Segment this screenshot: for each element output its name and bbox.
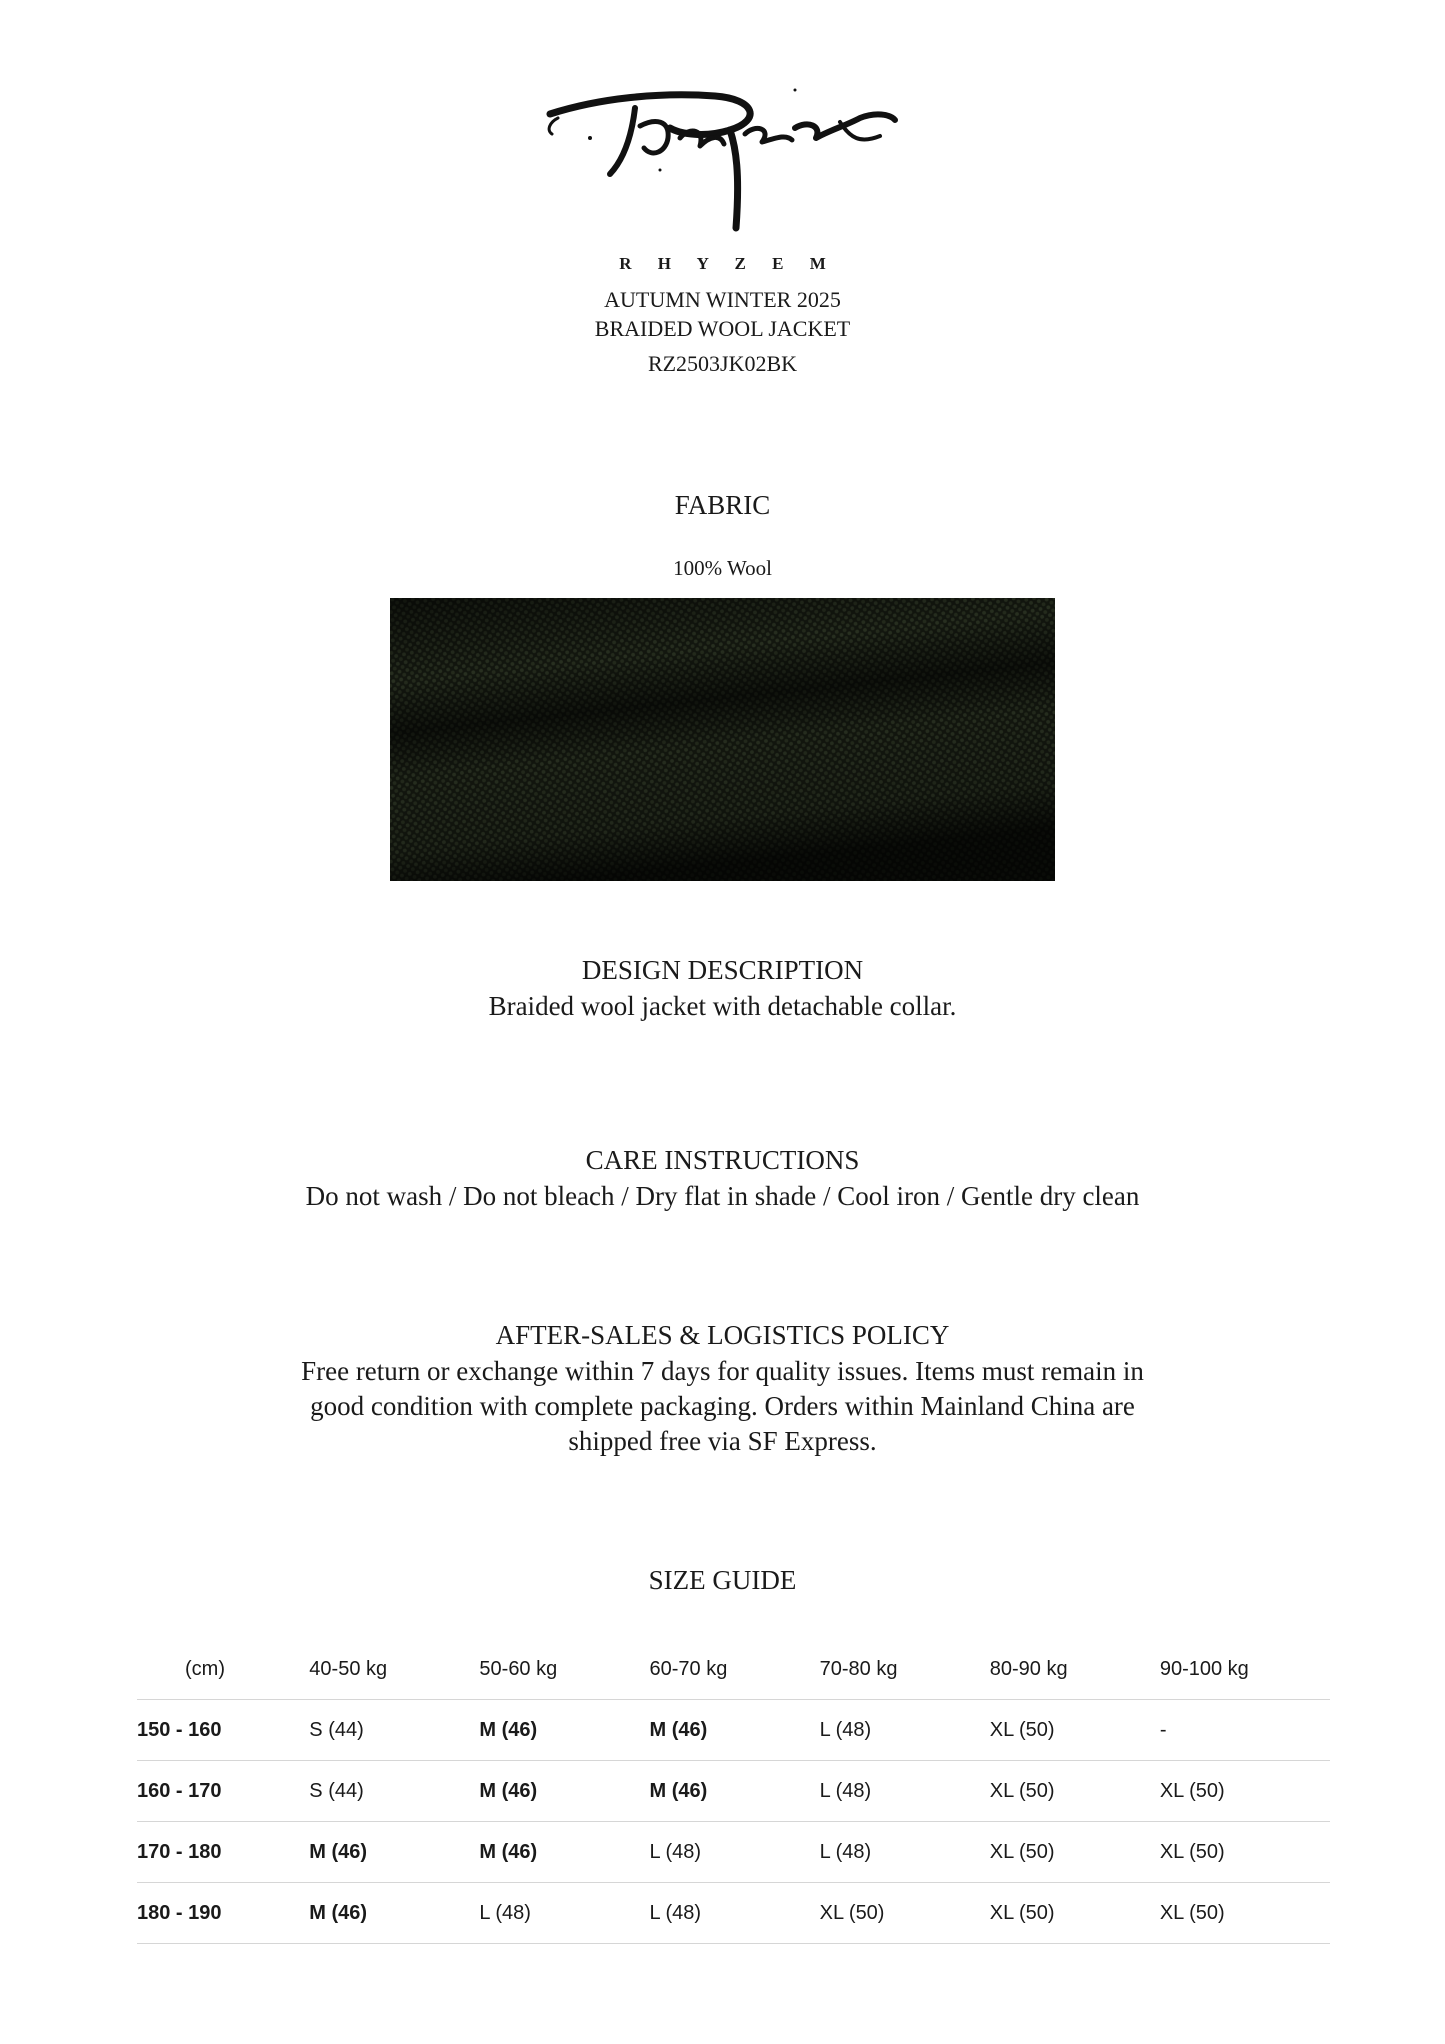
table-cell: M (46): [479, 1822, 649, 1883]
table-row: [137, 1761, 1330, 1822]
table-cell: L (48): [650, 1883, 820, 1944]
row-height: 150 - 160: [137, 1700, 309, 1761]
fabric-heading: FABRIC: [674, 490, 771, 520]
table-cell: S (44): [309, 1761, 479, 1822]
table-cell: XL (50): [1160, 1761, 1330, 1822]
size-guide-table: [137, 1640, 1330, 1944]
table-cell: M (46): [479, 1700, 649, 1761]
column-header: 80-90 kg: [990, 1640, 1160, 1700]
brand-name: R H Y Z E M: [619, 254, 837, 273]
fabric-swatch-image: [390, 598, 1055, 881]
product-sku: RZ2503JK02BK: [647, 351, 798, 376]
table-header-row: [137, 1640, 1330, 1700]
table-cell: XL (50): [990, 1883, 1160, 1944]
care-instructions: Do not wash / Do not bleach / Dry flat in shade / Cool iron / Gentle dry clean: [305, 1181, 1140, 1211]
table-row: [137, 1883, 1330, 1944]
design-heading: DESIGN DESCRIPTION: [581, 955, 864, 985]
rhyzem-signature-icon: [540, 78, 905, 238]
table-cell: XL (50): [990, 1700, 1160, 1761]
policy-line: good condition with complete packaging. Orders within Mainland China are: [310, 1391, 1135, 1421]
row-height: 160 - 170: [137, 1761, 309, 1822]
table-cell: L (48): [650, 1822, 820, 1883]
table-row: [137, 1822, 1330, 1883]
policy-line: Free return or exchange within 7 days for quality issues. Items must remain in: [301, 1356, 1144, 1386]
table-cell: M (46): [479, 1761, 649, 1822]
column-header: 50-60 kg: [479, 1640, 649, 1700]
size-guide-heading: SIZE GUIDE: [648, 1565, 797, 1595]
table-cell: M (46): [650, 1761, 820, 1822]
fabric-composition: 100% Wool: [673, 556, 772, 580]
table-cell: XL (50): [1160, 1883, 1330, 1944]
table-cell: L (48): [820, 1761, 990, 1822]
table-cell: XL (50): [990, 1822, 1160, 1883]
table-cell: L (48): [479, 1883, 649, 1944]
table-cell: XL (50): [820, 1883, 990, 1944]
product-name: BRAIDED WOOL JACKET: [594, 316, 851, 341]
season: AUTUMN WINTER 2025: [604, 287, 841, 312]
care-heading: CARE INSTRUCTIONS: [585, 1145, 860, 1175]
after-sales-policy: [0, 1354, 1445, 1459]
column-header: (cm): [137, 1640, 309, 1700]
column-header: 40-50 kg: [309, 1640, 479, 1700]
table-row: [137, 1700, 1330, 1761]
table-cell: -: [1160, 1700, 1330, 1761]
table-cell: L (48): [820, 1700, 990, 1761]
table-cell: L (48): [820, 1822, 990, 1883]
column-header: 70-80 kg: [820, 1640, 990, 1700]
table-cell: M (46): [309, 1883, 479, 1944]
table-cell: M (46): [650, 1700, 820, 1761]
policy-line: shipped free via SF Express.: [568, 1426, 877, 1456]
row-height: 180 - 190: [137, 1883, 309, 1944]
table-cell: M (46): [309, 1822, 479, 1883]
column-header: 90-100 kg: [1160, 1640, 1330, 1700]
table-cell: S (44): [309, 1700, 479, 1761]
design-description: Braided wool jacket with detachable collar.: [488, 991, 957, 1021]
row-height: 170 - 180: [137, 1822, 309, 1883]
brand-logo: [540, 78, 905, 238]
table-cell: XL (50): [1160, 1822, 1330, 1883]
after-sales-heading: AFTER-SALES & LOGISTICS POLICY: [495, 1320, 950, 1350]
table-cell: XL (50): [990, 1761, 1160, 1822]
column-header: 60-70 kg: [650, 1640, 820, 1700]
